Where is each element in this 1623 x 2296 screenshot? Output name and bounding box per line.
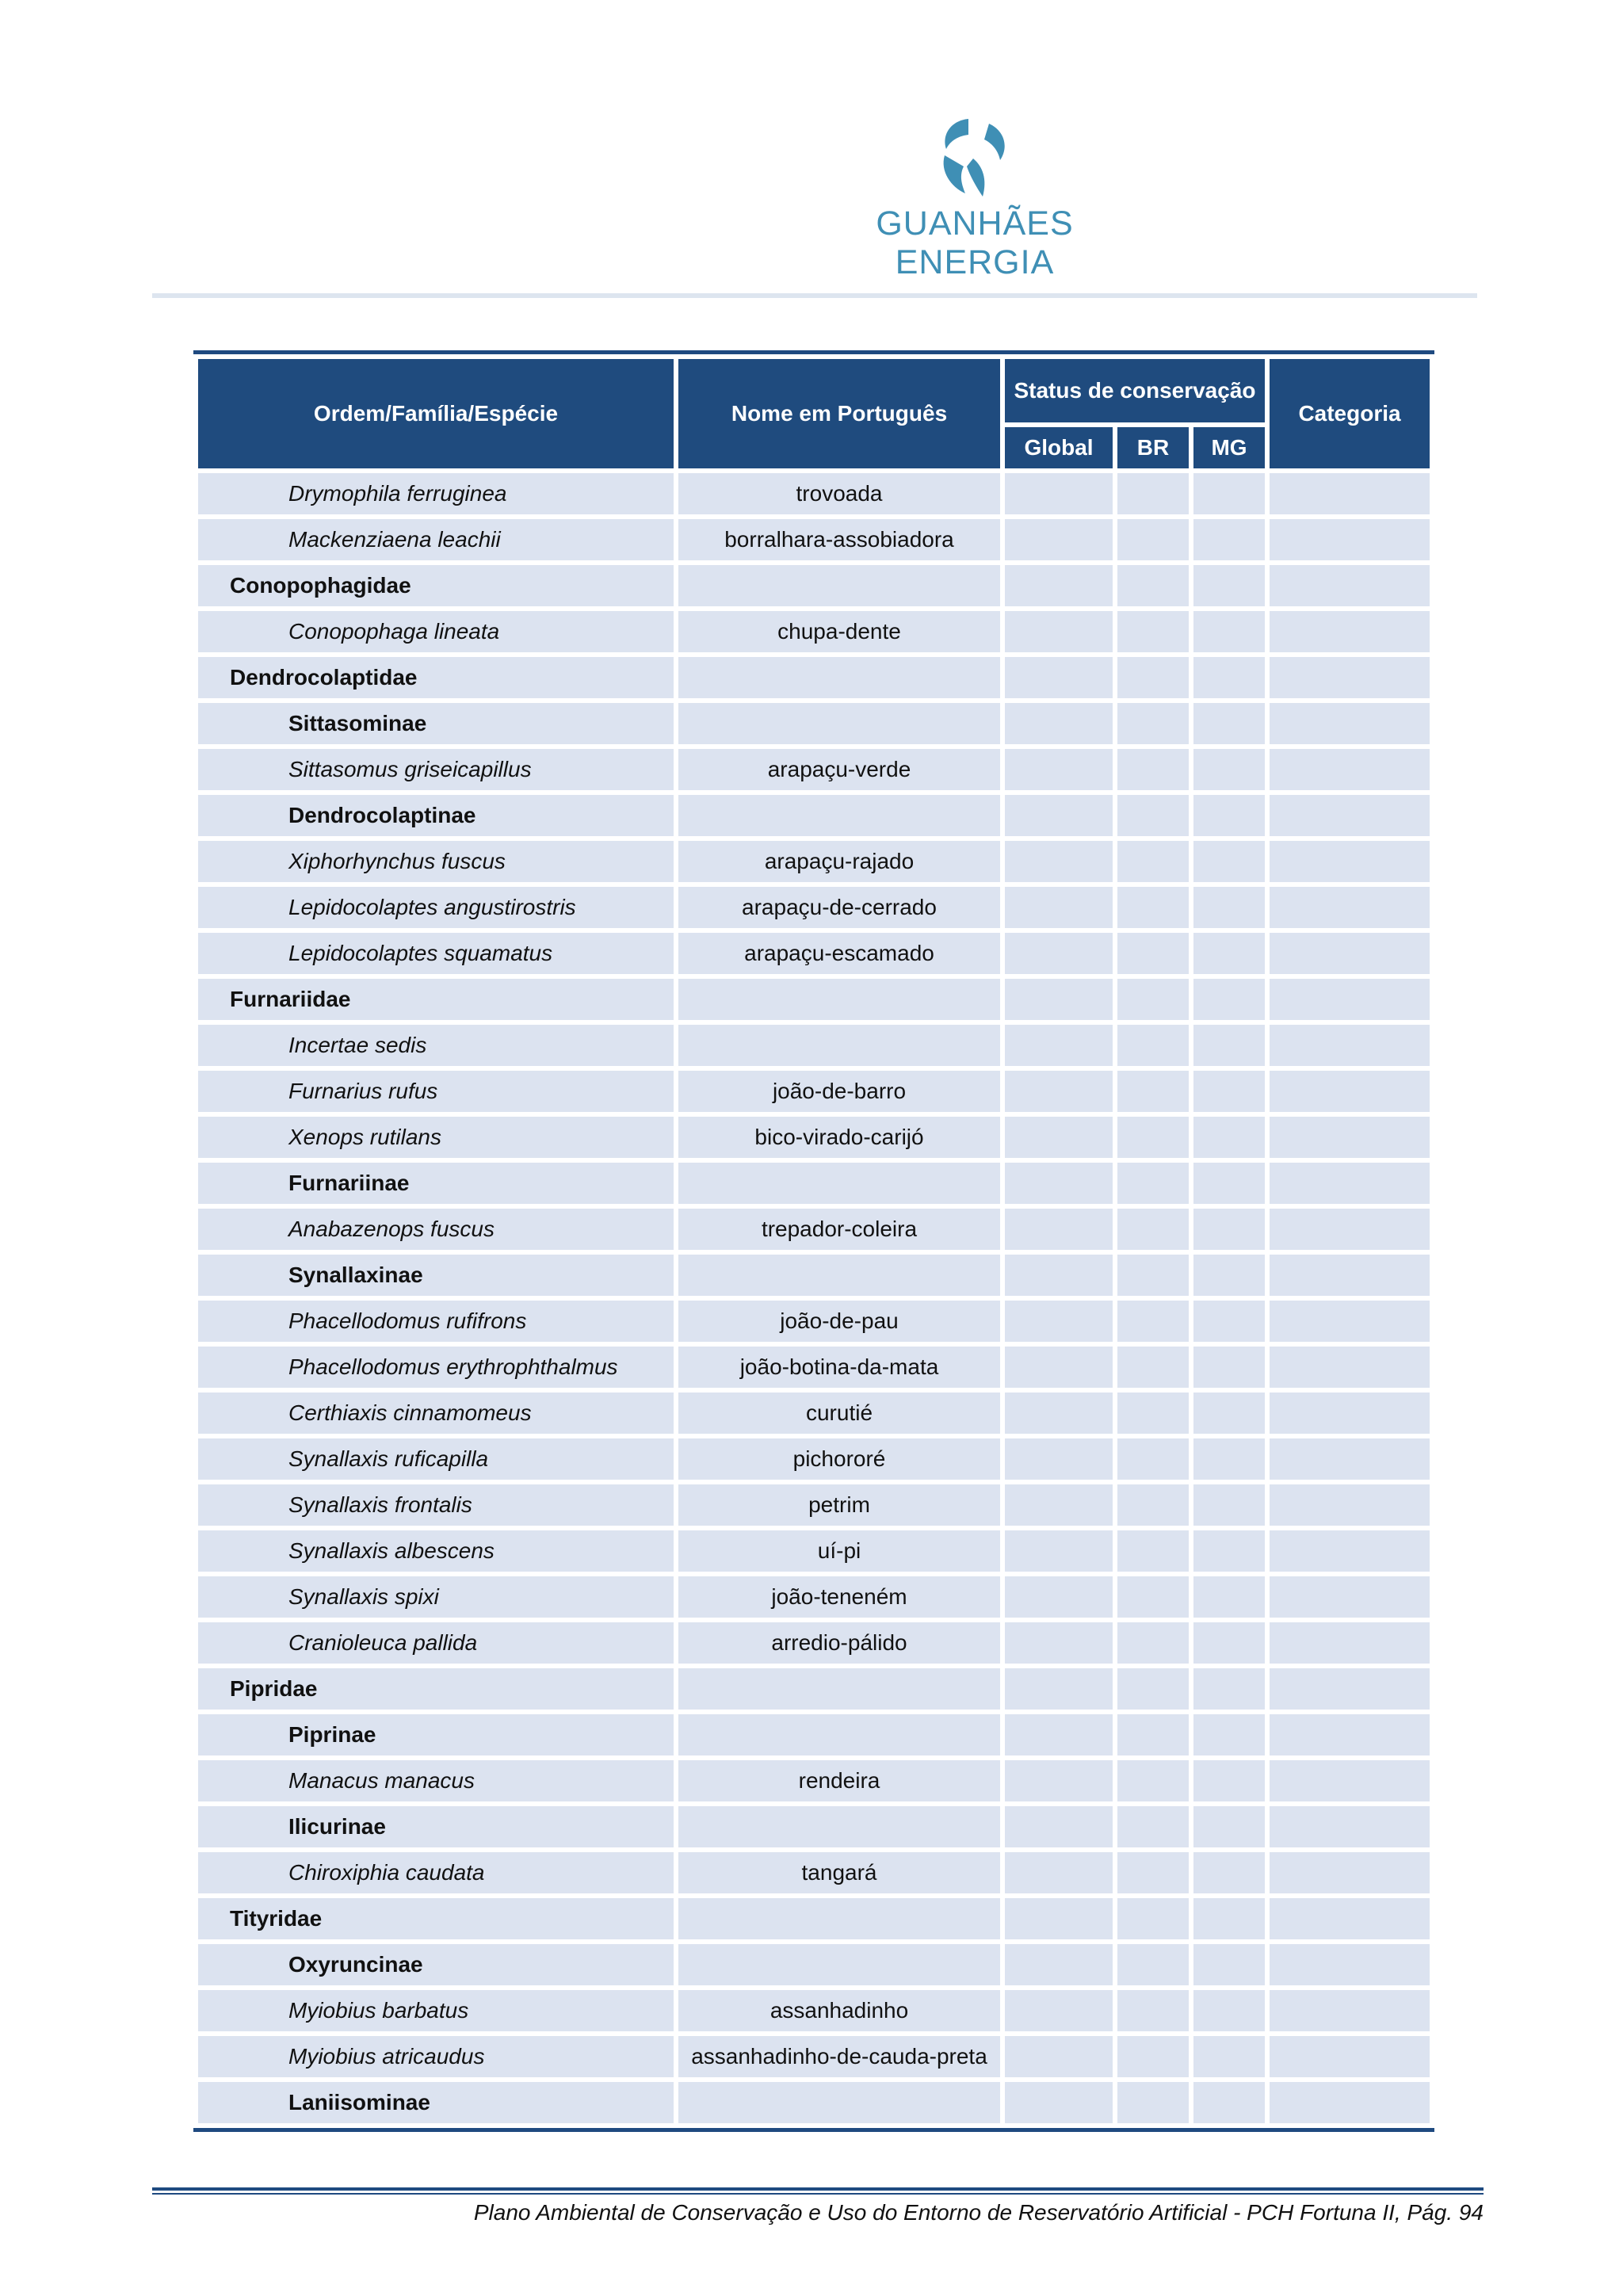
global-status-cell xyxy=(1005,1668,1113,1710)
br-status-cell xyxy=(1117,1025,1189,1066)
species-name-cell: Lepidocolaptes angustirostris xyxy=(198,887,674,928)
portuguese-name-cell: bico-virado-carijó xyxy=(678,1117,1000,1158)
portuguese-name-cell: joão-botina-da-mata xyxy=(678,1347,1000,1388)
portuguese-name-cell: tangará xyxy=(678,1852,1000,1893)
table-row xyxy=(198,1714,1430,1755)
category-cell xyxy=(1270,1071,1430,1112)
table-row xyxy=(198,841,1430,882)
mg-status-cell xyxy=(1193,1209,1265,1250)
portuguese-name-cell xyxy=(678,1714,1000,1755)
table-row xyxy=(198,703,1430,744)
mg-status-cell xyxy=(1193,703,1265,744)
category-cell xyxy=(1270,1255,1430,1296)
mg-status-cell xyxy=(1193,473,1265,514)
table-row xyxy=(198,1990,1430,2031)
species-name-cell: Phacellodomus erythrophthalmus xyxy=(198,1347,674,1388)
species-name-cell: Incertae sedis xyxy=(198,1025,674,1066)
br-status-cell xyxy=(1117,519,1189,560)
br-status-cell xyxy=(1117,1071,1189,1112)
category-cell xyxy=(1270,1990,1430,2031)
table-row xyxy=(198,1209,1430,1250)
global-status-cell xyxy=(1005,1484,1113,1526)
br-status-cell xyxy=(1117,1438,1189,1480)
br-status-cell xyxy=(1117,1530,1189,1572)
species-name-cell: Laniisominae xyxy=(198,2082,674,2123)
portuguese-name-cell xyxy=(678,565,1000,606)
company-logo xyxy=(824,111,1125,281)
global-status-cell xyxy=(1005,1622,1113,1664)
portuguese-name-cell xyxy=(678,703,1000,744)
global-status-cell xyxy=(1005,2036,1113,2077)
mg-status-cell xyxy=(1193,1990,1265,2031)
mg-status-cell xyxy=(1193,565,1265,606)
mg-status-cell xyxy=(1193,979,1265,1020)
species-name-cell: Certhiaxis cinnamomeus xyxy=(198,1392,674,1434)
species-name-cell: Myiobius barbatus xyxy=(198,1990,674,2031)
table-row xyxy=(198,887,1430,928)
portuguese-name-cell: joão-de-pau xyxy=(678,1301,1000,1342)
br-status-cell xyxy=(1117,1301,1189,1342)
mg-status-cell xyxy=(1193,1668,1265,1710)
global-status-cell xyxy=(1005,1117,1113,1158)
br-status-cell xyxy=(1117,611,1189,652)
table-row xyxy=(198,749,1430,790)
category-cell xyxy=(1270,1898,1430,1939)
global-status-cell xyxy=(1005,565,1113,606)
species-name-cell: Ilicurinae xyxy=(198,1806,674,1847)
species-name-cell: Synallaxis albescens xyxy=(198,1530,674,1572)
table-row xyxy=(198,1117,1430,1158)
portuguese-name-cell: joão-teneném xyxy=(678,1576,1000,1618)
portuguese-name-cell: uí-pi xyxy=(678,1530,1000,1572)
category-cell xyxy=(1270,1347,1430,1388)
mg-status-cell xyxy=(1193,1347,1265,1388)
global-status-cell xyxy=(1005,749,1113,790)
br-status-cell xyxy=(1117,887,1189,928)
mg-status-cell xyxy=(1193,1714,1265,1755)
mg-status-cell xyxy=(1193,1071,1265,1112)
table-row xyxy=(198,1025,1430,1066)
species-name-cell: Dendrocolaptinae xyxy=(198,795,674,836)
global-status-cell xyxy=(1005,795,1113,836)
br-status-cell xyxy=(1117,933,1189,974)
category-cell xyxy=(1270,1163,1430,1204)
portuguese-name-cell: assanhadinho-de-cauda-preta xyxy=(678,2036,1000,2077)
species-name-cell: Furnariidae xyxy=(198,979,674,1020)
br-status-cell xyxy=(1117,1714,1189,1755)
footer-caption: Plano Ambiental de Conservação e Uso do Entorno de Reservatório Artificial - PCH Fortuna II, Pág. 94 xyxy=(473,2200,1484,2225)
portuguese-name-cell: chupa-dente xyxy=(678,611,1000,652)
category-cell xyxy=(1270,1576,1430,1618)
global-status-cell xyxy=(1005,611,1113,652)
table-row xyxy=(198,1071,1430,1112)
category-cell xyxy=(1270,2036,1430,2077)
mg-status-cell xyxy=(1193,1255,1265,1296)
global-status-cell xyxy=(1005,1898,1113,1939)
species-name-cell: Furnarius rufus xyxy=(198,1071,674,1112)
global-status-cell xyxy=(1005,1071,1113,1112)
mg-status-cell xyxy=(1193,1806,1265,1847)
br-status-cell xyxy=(1117,1944,1189,1985)
species-name-cell: Xiphorhynchus fuscus xyxy=(198,841,674,882)
br-status-cell xyxy=(1117,1392,1189,1434)
br-status-cell xyxy=(1117,1117,1189,1158)
species-name-cell: Myiobius atricaudus xyxy=(198,2036,674,2077)
portuguese-name-cell: petrim xyxy=(678,1484,1000,1526)
portuguese-name-cell xyxy=(678,657,1000,698)
category-cell xyxy=(1270,519,1430,560)
species-name-cell: Synallaxis ruficapilla xyxy=(198,1438,674,1480)
portuguese-name-cell: assanhadinho xyxy=(678,1990,1000,2031)
portuguese-name-cell xyxy=(678,1944,1000,1985)
mg-status-cell xyxy=(1193,2036,1265,2077)
global-status-cell xyxy=(1005,2082,1113,2123)
global-status-cell xyxy=(1005,887,1113,928)
br-status-cell xyxy=(1117,565,1189,606)
mg-status-cell xyxy=(1193,749,1265,790)
global-status-cell xyxy=(1005,1714,1113,1755)
portuguese-name-cell xyxy=(678,1163,1000,1204)
species-name-cell: Sittasomus griseicapillus xyxy=(198,749,674,790)
species-name-cell: Conopophaga lineata xyxy=(198,611,674,652)
portuguese-name-cell: arredio-pálido xyxy=(678,1622,1000,1664)
table-row xyxy=(198,1898,1430,1939)
mg-status-cell xyxy=(1193,1530,1265,1572)
mg-status-cell xyxy=(1193,611,1265,652)
species-name-cell: Manacus manacus xyxy=(198,1760,674,1801)
mg-status-cell xyxy=(1193,1117,1265,1158)
category-cell xyxy=(1270,1714,1430,1755)
category-cell xyxy=(1270,749,1430,790)
species-name-cell: Anabazenops fuscus xyxy=(198,1209,674,1250)
guanhaes-swirl-logo-icon xyxy=(927,111,1022,206)
portuguese-name-cell xyxy=(678,1806,1000,1847)
category-cell xyxy=(1270,1806,1430,1847)
category-cell xyxy=(1270,1484,1430,1526)
portuguese-name-cell: trovoada xyxy=(678,473,1000,514)
br-status-cell xyxy=(1117,1622,1189,1664)
species-name-cell: Pipridae xyxy=(198,1668,674,1710)
global-status-cell xyxy=(1005,1255,1113,1296)
mg-status-cell xyxy=(1193,795,1265,836)
mg-status-cell xyxy=(1193,519,1265,560)
species-name-cell: Mackenziaena leachii xyxy=(198,519,674,560)
br-status-cell xyxy=(1117,657,1189,698)
br-status-cell xyxy=(1117,2036,1189,2077)
global-status-cell xyxy=(1005,1347,1113,1388)
mg-status-cell xyxy=(1193,1392,1265,1434)
br-status-cell xyxy=(1117,841,1189,882)
species-name-cell: Piprinae xyxy=(198,1714,674,1755)
table-row xyxy=(198,1484,1430,1526)
table-row xyxy=(198,2082,1430,2123)
br-status-cell xyxy=(1117,1163,1189,1204)
species-name-cell: Synallaxis frontalis xyxy=(198,1484,674,1526)
global-status-cell xyxy=(1005,519,1113,560)
global-status-cell xyxy=(1005,473,1113,514)
mg-status-cell xyxy=(1193,887,1265,928)
category-cell xyxy=(1270,1438,1430,1480)
br-status-cell xyxy=(1117,1347,1189,1388)
global-status-cell xyxy=(1005,1990,1113,2031)
global-status-cell xyxy=(1005,1806,1113,1847)
table-row xyxy=(198,933,1430,974)
br-status-cell xyxy=(1117,1255,1189,1296)
table-row xyxy=(198,1622,1430,1664)
portuguese-name-cell: trepador-coleira xyxy=(678,1209,1000,1250)
br-status-cell xyxy=(1117,1209,1189,1250)
global-status-cell xyxy=(1005,1760,1113,1801)
global-status-cell xyxy=(1005,1576,1113,1618)
category-cell xyxy=(1270,979,1430,1020)
br-status-cell xyxy=(1117,1668,1189,1710)
category-cell xyxy=(1270,795,1430,836)
category-cell xyxy=(1270,1301,1430,1342)
table-row xyxy=(198,1852,1430,1893)
species-name-cell: Drymophila ferruginea xyxy=(198,473,674,514)
table-row xyxy=(198,1944,1430,1985)
br-status-cell xyxy=(1117,1990,1189,2031)
table-row xyxy=(198,1806,1430,1847)
footer-divider xyxy=(152,2187,1484,2191)
br-status-cell xyxy=(1117,1898,1189,1939)
mg-status-cell xyxy=(1193,1576,1265,1618)
category-cell xyxy=(1270,1760,1430,1801)
table-row xyxy=(198,1530,1430,1572)
species-name-cell: Synallaxinae xyxy=(198,1255,674,1296)
category-cell xyxy=(1270,933,1430,974)
species-name-cell: Lepidocolaptes squamatus xyxy=(198,933,674,974)
table-row xyxy=(198,1576,1430,1618)
category-cell xyxy=(1270,657,1430,698)
col-header-category: Categoria xyxy=(1270,359,1430,468)
mg-status-cell xyxy=(1193,2082,1265,2123)
table-row xyxy=(198,1301,1430,1342)
portuguese-name-cell xyxy=(678,795,1000,836)
table-row xyxy=(198,611,1430,652)
mg-status-cell xyxy=(1193,841,1265,882)
mg-status-cell xyxy=(1193,1163,1265,1204)
global-status-cell xyxy=(1005,703,1113,744)
category-cell xyxy=(1270,703,1430,744)
species-name-cell: Sittasominae xyxy=(198,703,674,744)
species-name-cell: Xenops rutilans xyxy=(198,1117,674,1158)
portuguese-name-cell: borralhara-assobiadora xyxy=(678,519,1000,560)
br-status-cell xyxy=(1117,1852,1189,1893)
global-status-cell xyxy=(1005,1025,1113,1066)
br-status-cell xyxy=(1117,749,1189,790)
br-status-cell xyxy=(1117,2082,1189,2123)
species-name-cell: Conopophagidae xyxy=(198,565,674,606)
category-cell xyxy=(1270,887,1430,928)
category-cell xyxy=(1270,1209,1430,1250)
portuguese-name-cell: joão-de-barro xyxy=(678,1071,1000,1112)
global-status-cell xyxy=(1005,1530,1113,1572)
category-cell xyxy=(1270,611,1430,652)
mg-status-cell xyxy=(1193,1484,1265,1526)
footer-divider-thin xyxy=(152,2193,1484,2195)
category-cell xyxy=(1270,1852,1430,1893)
col-header-portuguese-name: Nome em Português xyxy=(678,359,1000,468)
br-status-cell xyxy=(1117,703,1189,744)
table-row xyxy=(198,1255,1430,1296)
category-cell xyxy=(1270,1392,1430,1434)
br-status-cell xyxy=(1117,1576,1189,1618)
col-header-species: Ordem/Família/Espécie xyxy=(198,359,674,468)
species-name-cell: Tityridae xyxy=(198,1898,674,1939)
portuguese-name-cell xyxy=(678,1668,1000,1710)
br-status-cell xyxy=(1117,1760,1189,1801)
portuguese-name-cell xyxy=(678,1025,1000,1066)
table-row xyxy=(198,1392,1430,1434)
mg-status-cell xyxy=(1193,1898,1265,1939)
category-cell xyxy=(1270,565,1430,606)
logo-text: GUANHÃES ENERGIA xyxy=(876,204,1074,281)
portuguese-name-cell xyxy=(678,1898,1000,1939)
br-status-cell xyxy=(1117,979,1189,1020)
global-status-cell xyxy=(1005,841,1113,882)
portuguese-name-cell: arapaçu-verde xyxy=(678,749,1000,790)
mg-status-cell xyxy=(1193,1622,1265,1664)
global-status-cell xyxy=(1005,1392,1113,1434)
portuguese-name-cell: arapaçu-escamado xyxy=(678,933,1000,974)
table-row xyxy=(198,2036,1430,2077)
mg-status-cell xyxy=(1193,1301,1265,1342)
global-status-cell xyxy=(1005,1438,1113,1480)
table-row xyxy=(198,1163,1430,1204)
header-divider xyxy=(152,293,1477,298)
category-cell xyxy=(1270,2082,1430,2123)
global-status-cell xyxy=(1005,1852,1113,1893)
col-header-global: Global xyxy=(1005,427,1113,468)
table-row xyxy=(198,565,1430,606)
mg-status-cell xyxy=(1193,933,1265,974)
col-header-br: BR xyxy=(1117,427,1189,468)
mg-status-cell xyxy=(1193,1852,1265,1893)
species-name-cell: Furnariinae xyxy=(198,1163,674,1204)
mg-status-cell xyxy=(1193,1438,1265,1480)
mg-status-cell xyxy=(1193,1944,1265,1985)
species-name-cell: Chiroxiphia caudata xyxy=(198,1852,674,1893)
portuguese-name-cell: pichororé xyxy=(678,1438,1000,1480)
global-status-cell xyxy=(1005,657,1113,698)
br-status-cell xyxy=(1117,1806,1189,1847)
category-cell xyxy=(1270,841,1430,882)
portuguese-name-cell: arapaçu-de-cerrado xyxy=(678,887,1000,928)
table-row xyxy=(198,1438,1430,1480)
col-header-mg: MG xyxy=(1193,427,1265,468)
species-name-cell: Oxyruncinae xyxy=(198,1944,674,1985)
portuguese-name-cell xyxy=(678,1255,1000,1296)
mg-status-cell xyxy=(1193,1025,1265,1066)
category-cell xyxy=(1270,473,1430,514)
category-cell xyxy=(1270,1944,1430,1985)
portuguese-name-cell: rendeira xyxy=(678,1760,1000,1801)
table-row xyxy=(198,979,1430,1020)
portuguese-name-cell xyxy=(678,2082,1000,2123)
category-cell xyxy=(1270,1117,1430,1158)
table-row xyxy=(198,1347,1430,1388)
category-cell xyxy=(1270,1668,1430,1710)
global-status-cell xyxy=(1005,933,1113,974)
table-row xyxy=(198,657,1430,698)
global-status-cell xyxy=(1005,1209,1113,1250)
table-row xyxy=(198,519,1430,560)
br-status-cell xyxy=(1117,473,1189,514)
category-cell xyxy=(1270,1622,1430,1664)
global-status-cell xyxy=(1005,1944,1113,1985)
portuguese-name-cell xyxy=(678,979,1000,1020)
global-status-cell xyxy=(1005,1163,1113,1204)
species-table xyxy=(193,350,1434,2132)
table-row xyxy=(198,1760,1430,1801)
portuguese-name-cell: arapaçu-rajado xyxy=(678,841,1000,882)
table-row xyxy=(198,1668,1430,1710)
br-status-cell xyxy=(1117,1484,1189,1526)
species-name-cell: Phacellodomus rufifrons xyxy=(198,1301,674,1342)
mg-status-cell xyxy=(1193,657,1265,698)
category-cell xyxy=(1270,1530,1430,1572)
species-name-cell: Cranioleuca pallida xyxy=(198,1622,674,1664)
col-header-conservation-status: Status de conservação xyxy=(1005,359,1265,422)
species-name-cell: Synallaxis spixi xyxy=(198,1576,674,1618)
global-status-cell xyxy=(1005,979,1113,1020)
br-status-cell xyxy=(1117,795,1189,836)
global-status-cell xyxy=(1005,1301,1113,1342)
species-name-cell: Dendrocolaptidae xyxy=(198,657,674,698)
species-rows xyxy=(198,473,1430,2123)
category-cell xyxy=(1270,1025,1430,1066)
table-row xyxy=(198,473,1430,514)
portuguese-name-cell: curutié xyxy=(678,1392,1000,1434)
table-row xyxy=(198,795,1430,836)
mg-status-cell xyxy=(1193,1760,1265,1801)
